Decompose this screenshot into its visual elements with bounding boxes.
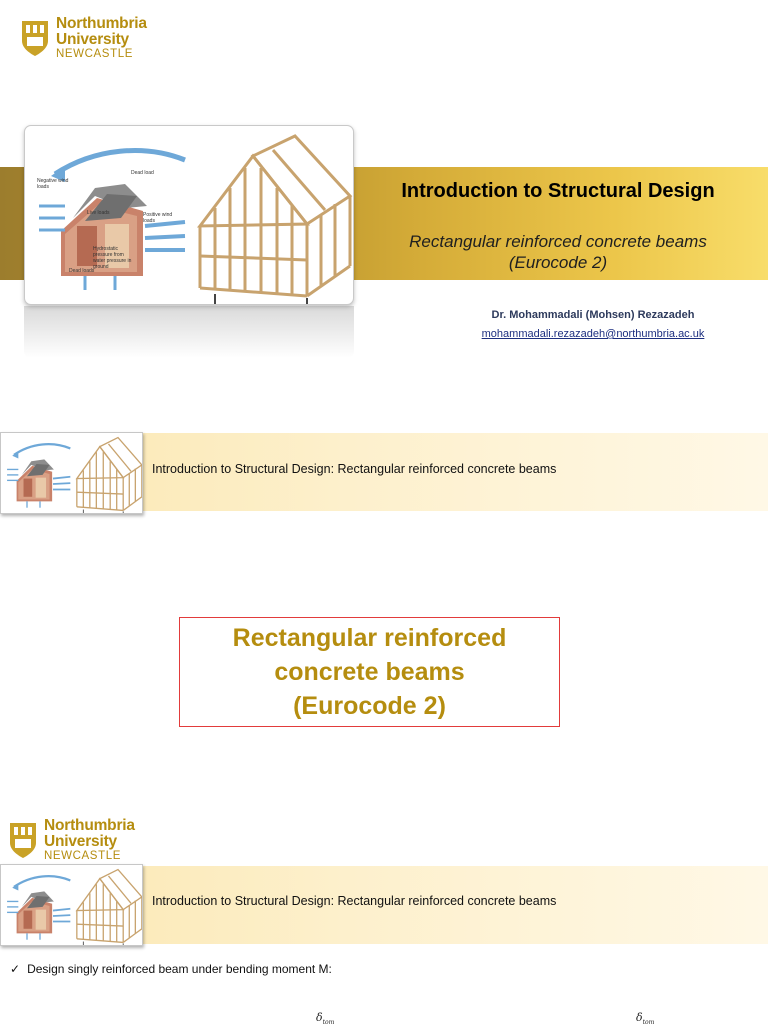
diagram-label-dead-loads: Dead loads [69,268,95,274]
delta-subscript: tom [322,1019,335,1024]
diagram-label-positive-wind: Positive wind loads [143,212,173,224]
diagram-label-live-loads: Live loads [87,210,110,216]
section-title-line2: concrete beams [274,658,465,686]
design-bullet [10,962,332,976]
slide3-header-title: Introduction to Structural Design: Rectangular reinforced concrete beams [152,894,557,908]
diagram-label-dead-load: Dead load [131,170,154,176]
section-title-box [179,617,560,727]
house-loads-image [25,126,354,305]
subtitle-line2: (Eurocode 2) [508,253,608,272]
university-crest-icon [20,19,50,57]
delta-glyph: δ [316,1011,323,1024]
section-title-line3: (Eurocode 2) [293,692,446,720]
house-thumbnail-image [1,433,143,514]
delta-glyph: δ [636,1011,643,1024]
university-name-line1: Northumbria [56,15,147,32]
delta-subscript: tom [642,1019,655,1024]
presentation-subtitle [368,231,748,273]
university-location: NEWCASTLE [44,850,121,862]
image-reflection [24,306,354,358]
house-illustration [24,125,354,305]
design-bullet-text: Design singly reinforced beam under bending moment M: [27,962,332,976]
author-name: Dr. Mohammadali (Mohsen) Rezazadeh [491,309,695,321]
university-crest-icon [8,821,38,859]
diagram-label-hydrostatic: Hydrostatic pressure from water pressure in ground [93,246,132,270]
slide2-header-thumbnail [0,432,143,514]
university-logo [20,16,147,61]
section-title-line1: Rectangular reinforced [232,624,507,652]
university-location: NEWCASTLE [56,48,133,60]
delta-symbol-right [636,1011,654,1024]
house-thumbnail-image [1,865,143,946]
slide2-header-title: Introduction to Structural Design: Rectangular reinforced concrete beams [152,462,557,476]
subtitle-line1: Rectangular reinforced concrete beams [409,232,707,251]
university-name-line1: Northumbria [44,817,135,834]
author-email-link[interactable]: mohammadali.rezazadeh@northumbria.ac.uk [481,328,705,340]
delta-symbol-left [316,1011,334,1024]
diagram-label-negative-wind: Negative wind loads [37,178,69,190]
presentation-title: Introduction to Structural Design [401,180,715,202]
university-name-line2: University [44,832,117,850]
university-logo-slide3 [8,818,135,863]
checkmark-icon: ✓ [10,962,21,976]
slide3-header-thumbnail [0,864,143,946]
university-name-line2: University [56,30,129,48]
